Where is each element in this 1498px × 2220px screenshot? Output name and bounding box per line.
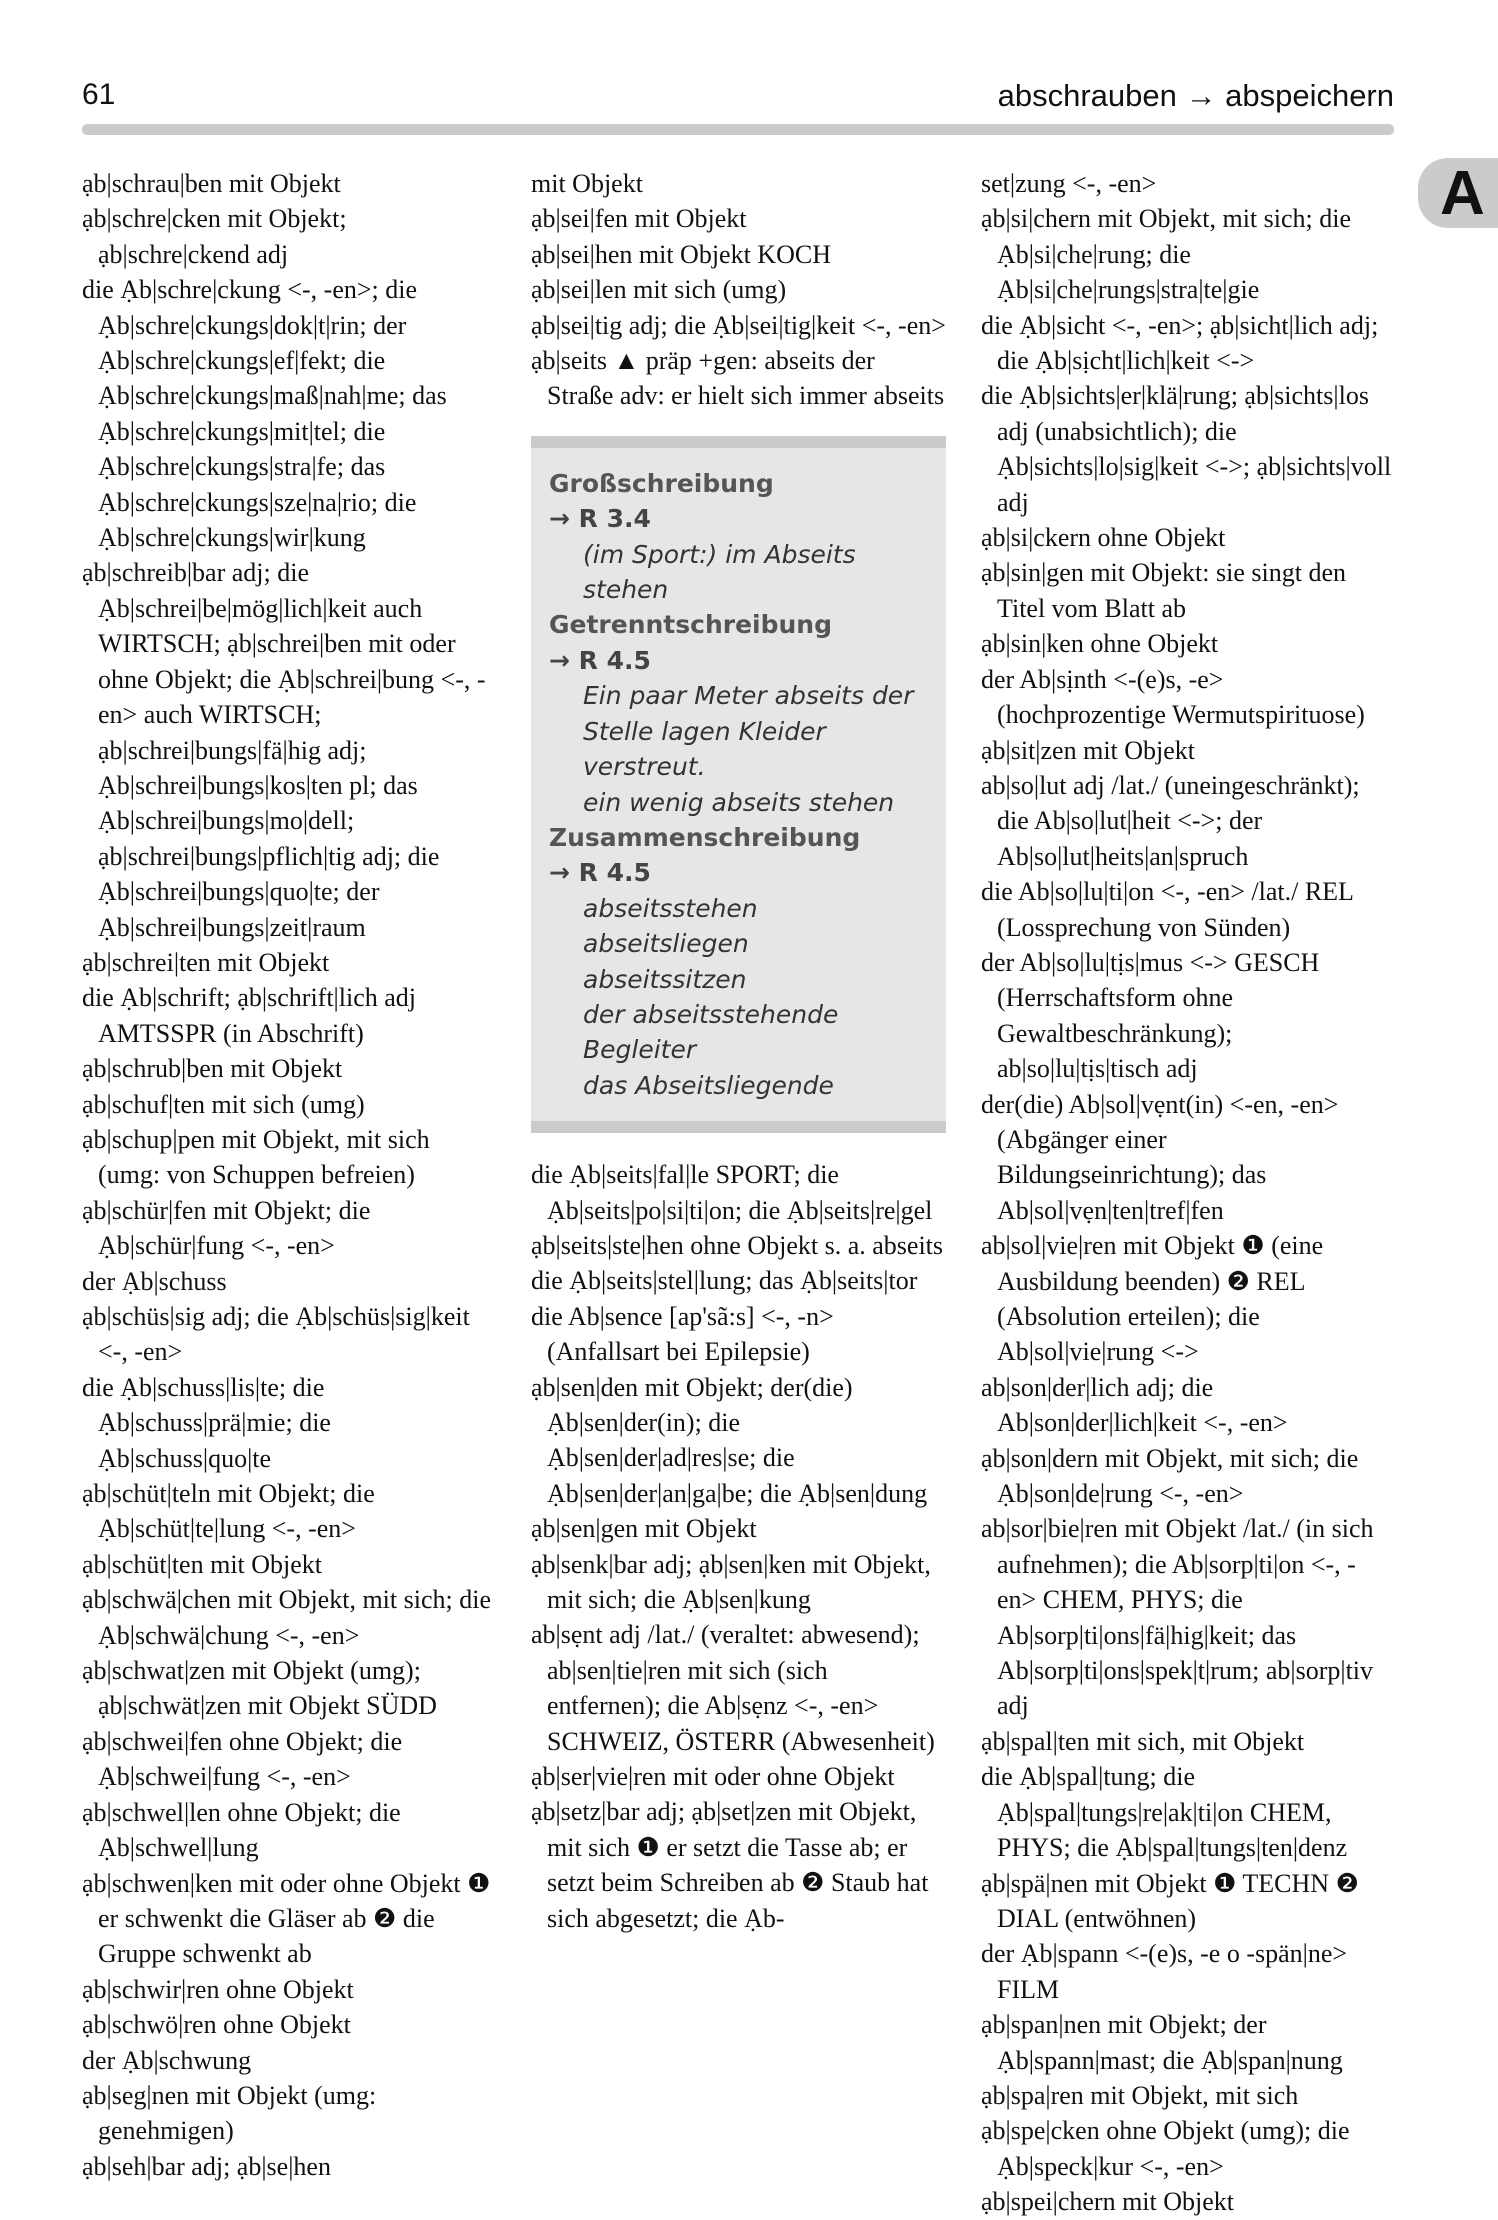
entries-top [531,166,946,414]
dictionary-entry: ạb|sei|hen mit Objekt KOCH [531,239,831,269]
dictionary-entry: ạb|spä|nen mit Objekt ❶ TECHN ❷ DIAL (entwöhnen) [981,1868,1359,1933]
dictionary-entry: ạb|schup|pen mit Objekt, mit sich (umg: von Schuppen befreien) [82,1124,430,1190]
dictionary-entry: ạb|sei|fen mit Objekt [531,204,747,234]
dictionary-entry: ạb|seg|nen mit Objekt (umg: genehmigen) [82,2080,377,2146]
dictionary-entry: ạb|si|ckern ohne Objekt [981,523,1226,553]
info-box-line: das Abseitsliegende [583,1070,834,1100]
dictionary-entry: ạb|sin|gen mit Objekt: sie singt den Titel vom Blatt ab [981,558,1346,623]
info-box-heading: Zusammenschreibung [549,822,861,852]
info-box-heading: Getrenntschreibung [549,610,832,640]
dictionary-entry: ạb|sei|tig adj; die Ạb|sei|tig|keit <-, -en> [531,310,946,340]
dictionary-entry: ạb|seits ▲ präp +gen: abseits der Straße adv: er hielt sich immer abseits [531,346,945,411]
dictionary-entry: der Ạb|spann <-(e)s, -e o -spän|ne> FILM [981,1939,1348,2004]
dictionary-column-2 [531,166,946,1936]
dictionary-entry: ạb|seh|bar adj; ạb|se|hen [82,2151,331,2181]
dictionary-entry: ạb|schreib|bar adj; die Ạb|schrei|be|mög|lich|keit auch WIRTSCH; ạb|schrei|ben mit oder ohne Objekt; die Ạb|schrei|bung <-, -en> auch WIRTSCH; ạb|schrei|bungs|fä|hig adj; Ạb|schrei|bungs|kos|ten pl; das Ạb|schrei|bungs|mo|dell; ạb|schrei|bungs|pflich|tig adj; die Ạb|schrei|bungs|quo|te; der Ạb|schrei|bungs|zeit|raum [82,558,486,942]
dictionary-entry: der Ab|sịnth <-(e)s, -e> (hochprozentige Wermutspirituose) [981,664,1365,730]
info-box-line: abseitsliegen [583,929,749,959]
info-box-ref: → R 3.4 [549,504,651,534]
dictionary-entry: der(die) Ab|sol|vẹnt(in) <-en, -en> (Abgänger einer Bildungseinrichtung); das Ab|sol|vẹn|ten|tref|fen [981,1089,1339,1225]
dictionary-entry: ạb|sei|len mit sich (umg) [531,275,787,305]
info-box-heading: Großschreibung [549,468,774,498]
dictionary-entry: ạb|seits|ste|hen ohne Objekt s. a. abseits [531,1230,944,1260]
dictionary-entry: ạb|schwat|zen mit Objekt (umg); ạb|schwät|zen mit Objekt SÜDD [82,1656,437,1721]
dictionary-entry: ạb|schwir|ren ohne Objekt [82,1974,354,2004]
dictionary-entry: ạb|spa|ren mit Objekt, mit sich [981,2080,1299,2110]
dictionary-entry: der Ạb|schuss [82,1266,227,1296]
running-head: abschrauben → abspeichern [997,78,1394,113]
dictionary-entry: die Ạb|sicht <-, -en>; ạb|sicht|lich adj; die Ạb|sịcht|lich|keit <-> [981,310,1379,376]
dictionary-entry: ạb|schre|cken mit Objekt; ạb|schre|ckend adj [82,204,347,269]
dictionary-entry: die Ab|sence [ap'sã:s] <-, -n> (Anfallsart bei Epilepsie) [531,1301,834,1367]
dictionary-entry: ạb|schrei|ten mit Objekt [82,947,330,977]
dictionary-entry: die Ạb|schrift; ạb|schrift|lich adj AMTSSPR (in Abschrift) [82,983,417,1048]
dictionary-entry: ạb|schüt|ten mit Objekt [82,1549,323,1579]
dictionary-entry: ạb|schüs|sig adj; die Ạb|schüs|sig|keit <-, -en> [82,1302,470,1367]
dictionary-entry: ab|so|lut adj /lat./ (uneingeschränkt); die Ab|so|lut|heit <->; der Ab|so|lut|heits|an|spruch [981,770,1360,871]
dictionary-entry: die Ạb|sichts|er|klä|rung; ạb|sichts|los adj (unabsichtlich); die Ạb|sichts|lo|sig|keit <->; ạb|sichts|voll adj [981,381,1392,517]
dictionary-entry: ạb|sen|den mit Objekt; der(die) Ạb|sen|der(in); die Ạb|sen|der|ad|res|se; die Ạb|sen|der|an|ga|be; die Ạb|sen|dung [531,1372,928,1508]
dictionary-entry: ạb|si|chern mit Objekt, mit sich; die Ạb|si|che|rung; die Ạb|si|che|rungs|stra|te|gie [981,204,1352,305]
dictionary-column-1 [82,166,494,2184]
dictionary-entry: ạb|sen|gen mit Objekt [531,1514,757,1544]
dictionary-entry: ạb|schüt|teln mit Objekt; die Ạb|schüt|te|lung <-, -en> [82,1479,375,1544]
info-box-line: Ein paar Meter abseits der Stelle lagen Kleider verstreut. [583,681,914,782]
dictionary-entry: ạb|span|nen mit Objekt; der Ạb|spann|mast; die Ạb|span|nung [981,2010,1343,2075]
dictionary-entry: ạb|schrub|ben mit Objekt [82,1054,343,1084]
dictionary-entry: ab|sẹnt adj /lat./ (veraltet: abwesend); ab|sen|tie|ren mit sich (sich entfernen); die Ab|sẹnz <-, -en> SCHWEIZ, ÖSTERR (Abwesenheit) [531,1620,935,1756]
dictionary-entry: ạb|schwel|len ohne Objekt; die Ạb|schwel|lung [82,1797,401,1863]
dictionary-entry: ạb|sit|zen mit Objekt [981,735,1196,765]
dictionary-entry: ạb|schwei|fen ohne Objekt; die Ạb|schwei|fung <-, -en> [82,1726,403,1792]
dictionary-entry: ạb|spal|ten mit sich, mit Objekt [981,1726,1305,1756]
dictionary-entry: set|zung <-, -en> [981,169,1157,198]
info-box-line: (im Sport:) im Abseits stehen [583,539,856,605]
dictionary-entry: die Ab|so|lu|ti|on <-, -en> /lat./ REL (Lossprechung von Sünden) [981,877,1353,942]
info-box-ref: → R 4.5 [549,858,651,888]
dictionary-entry: der Ab|so|lu|tịs|mus <-> GESCH (Herrschaftsform ohne Gewaltbeschränkung); ab|so|lu|tịs|tisch adj [981,947,1320,1084]
dictionary-entry: ạb|schuf|ten mit sich (umg) [82,1089,365,1119]
page-header [82,78,1394,118]
info-box-line: abseitssitzen [583,964,747,994]
info-box-ref: → R 4.5 [549,645,651,675]
dictionary-entry: die Ạb|schre|ckung <-, -en>; die Ạb|schre|ckungs|dok|t|rin; der Ạb|schre|ckungs|ef|fekt; die Ạb|schre|ckungs|maß|nah|me; das Ạb|schre|ckungs|mit|tel; die Ạb|schre|ckungs|stra|fe; das Ạb|schre|ckungs|sze|na|rio; die Ạb|schre|ckungs|wir|kung [82,275,447,553]
dictionary-column-3 [981,166,1394,2220]
dictionary-entry: die Ạb|spal|tung; die Ạb|spal|tungs|re|ak|ti|on CHEM, PHYS; die Ạb|spal|tungs|ten|denz [981,1762,1348,1863]
entries-bottom [531,1157,946,1936]
dictionary-entry: die Ạb|schuss|lis|te; die Ạb|schuss|prä|mie; die Ạb|schuss|quo|te [82,1372,331,1473]
dictionary-entry: ạb|schwö|ren ohne Objekt [82,2010,351,2040]
page-number: 61 [82,78,116,111]
dictionary-entry: ạb|ser|vie|ren mit oder ohne Objekt [531,1762,895,1792]
dictionary-entry: ạb|schür|fen mit Objekt; die Ạb|schür|fung <-, -en> [82,1195,371,1261]
letter-tab [1418,158,1498,228]
dictionary-entry: ạb|spe|cken ohne Objekt (umg); die Ạb|speck|kur <-, -en> [981,2116,1350,2181]
dictionary-entry: ạb|spei|chern mit Objekt [981,2187,1235,2217]
usage-info-box [531,436,946,1133]
dictionary-entry: der Ạb|schwung [82,2045,252,2075]
dictionary-entry: ạb|schrau|ben mit Objekt [82,169,341,198]
dictionary-entry: ab|son|der|lich adj; die Ab|son|der|lich|keit <-, -en> [981,1372,1288,1438]
dictionary-entry: ạb|schwä|chen mit Objekt, mit sich; die Ạb|schwä|chung <-, -en> [82,1585,491,1650]
dictionary-entry: mit Objekt [531,169,643,198]
dictionary-entry: ạb|senk|bar adj; ạb|sen|ken mit Objekt, mit sich; die Ạb|sen|kung [531,1549,931,1615]
dictionary-entry: die Ạb|seits|fal|le SPORT; die Ạb|seits|po|si|ti|on; die Ạb|seits|re|gel [531,1160,933,1225]
info-box-line: abseitsstehen [583,893,758,923]
dictionary-entry: ạb|setz|bar adj; ạb|set|zen mit Objekt, mit sich ❶ er setzt die Tasse ab; er setzt beim Schreiben ab ❷ Staub hat sich abgesetzt; die Ạb- [531,1797,929,1933]
dictionary-entry: ạb|son|dern mit Objekt, mit sich; die Ạb|son|de|rung <-, -en> [981,1443,1359,1509]
letter-tab-label: A [1440,159,1485,228]
dictionary-entry: die Ạb|seits|stel|lung; das Ạb|seits|tor [531,1266,918,1296]
header-rule [82,124,1394,135]
info-box-line: der abseitsstehende Begleiter [583,999,839,1065]
info-box-line: ein wenig abseits stehen [583,787,895,817]
dictionary-entry: ạb|sin|ken ohne Objekt [981,629,1219,659]
dictionary-entry: ab|sor|bie|ren mit Objekt /lat./ (in sich aufnehmen); die Ab|sorp|ti|on <-, -en> CHEM, PHYS; die Ab|sorp|ti|ons|fä|hig|keit; das Ab|sorp|ti|ons|spek|t|rum; ab|sorp|tiv adj [981,1514,1374,1721]
dictionary-entry: ạb|schwen|ken mit oder ohne Objekt ❶ er schwenkt die Gläser ab ❷ die Gruppe schwenkt ab [82,1868,491,1969]
dictionary-entry: ab|sol|vie|ren mit Objekt ❶ (eine Ausbildung beenden) ❷ REL (Absolution erteilen); die Ab|sol|vie|rung <-> [981,1231,1324,1367]
